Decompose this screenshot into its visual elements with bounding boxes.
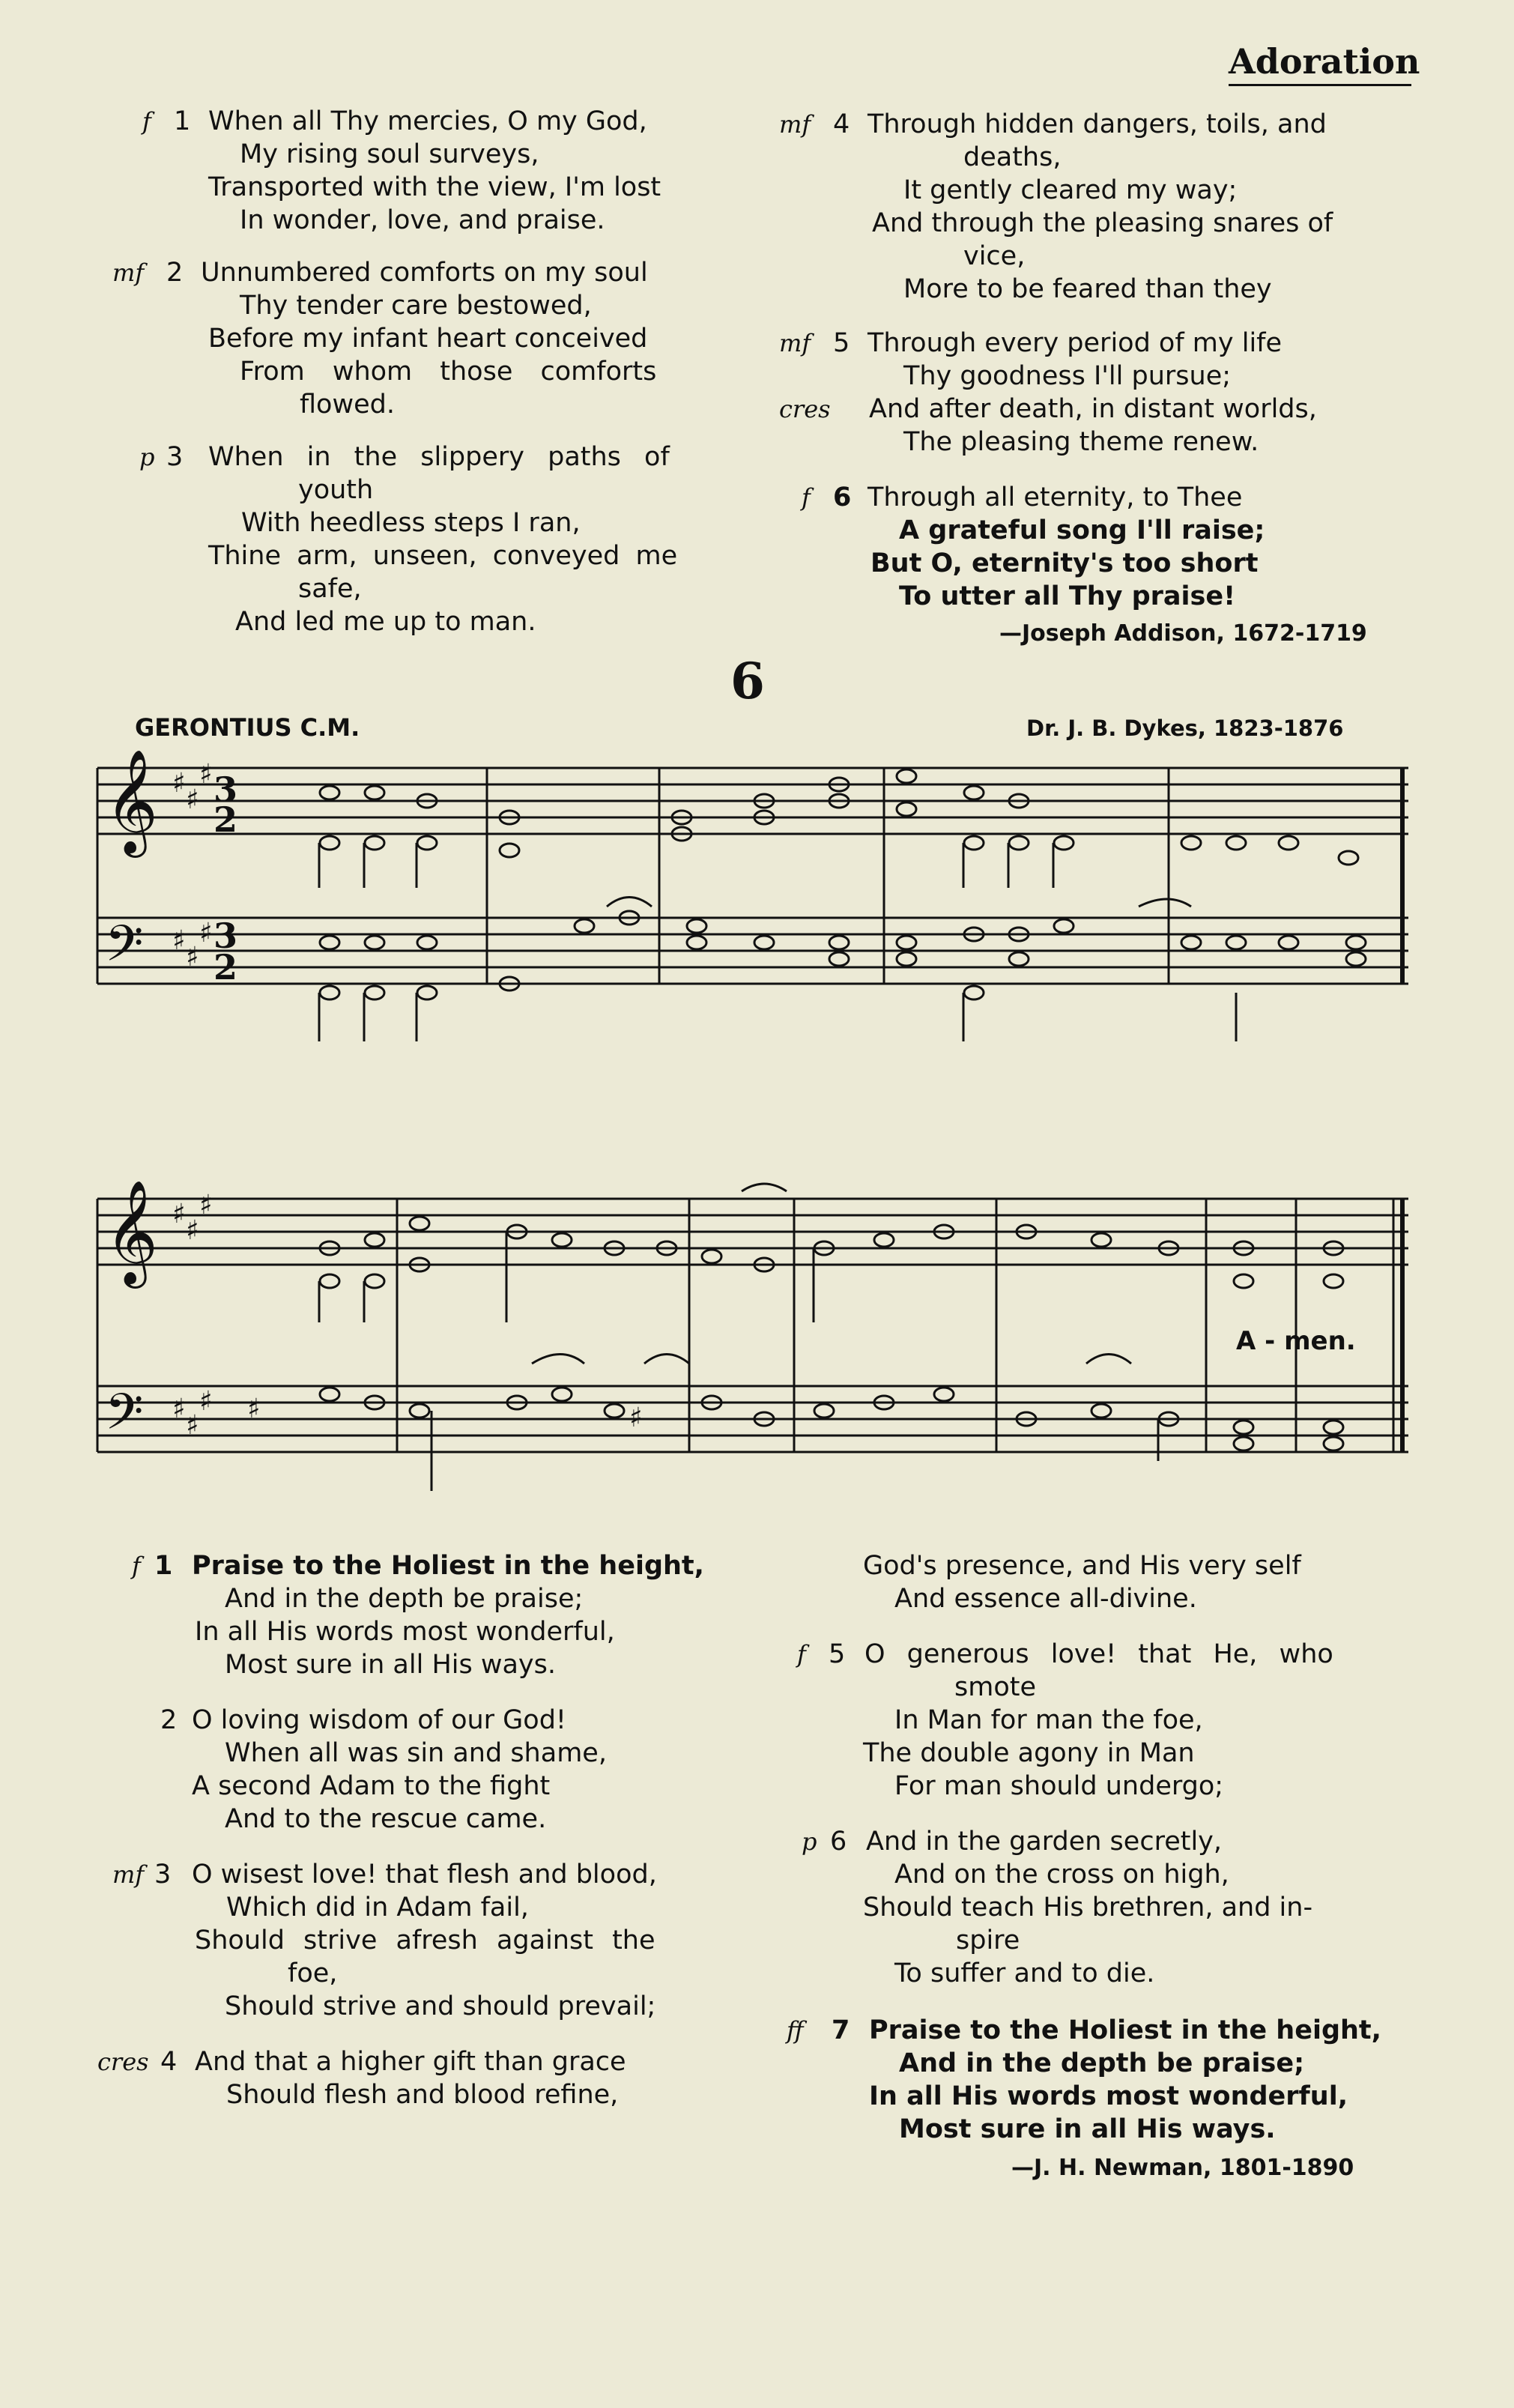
line: And essence all-divine. (894, 1584, 1197, 1614)
stanza-number: 4 (833, 109, 850, 139)
line: With heedless steps I ran, (241, 508, 581, 538)
hymn6-stanza-4 (97, 2045, 772, 2111)
stanza-number: 1 (154, 1551, 173, 1581)
line: A second Adam to the fight (192, 1771, 551, 1801)
hymn6-stanza-6 (802, 1825, 1438, 1990)
line: When all was sin and shame, (225, 1738, 607, 1768)
music-system-1 (90, 745, 1423, 1075)
svg-text:2: 2 (214, 799, 238, 840)
line: Most sure in all His ways. (225, 1650, 556, 1680)
line: Should strive afresh against the (195, 1926, 655, 1955)
line: Praise to the Holiest in the height, (192, 1551, 704, 1581)
line: And to the rescue came. (225, 1804, 547, 1834)
line: Praise to the Holiest in the height, (869, 2015, 1381, 2045)
line: To suffer and to die. (894, 1958, 1155, 1988)
line: Thy goodness I'll pursue; (903, 361, 1232, 391)
hymn5-stanza-3 (139, 441, 761, 638)
line: safe, (298, 574, 362, 604)
line: Should strive and should prevail; (225, 1991, 656, 2021)
dynamic-mark: f (142, 107, 151, 136)
stanza-number: 7 (832, 2015, 850, 2045)
svg-text:♯: ♯ (199, 1386, 213, 1417)
line: flowed. (300, 390, 395, 420)
stanza-number: 2 (160, 1705, 178, 1735)
line: In wonder, love, and praise. (240, 205, 605, 235)
dynamic-mark: p (802, 1827, 817, 1856)
line: And in the garden secretly, (866, 1827, 1223, 1857)
line: spire (956, 1926, 1020, 1955)
svg-text:♯: ♯ (199, 759, 213, 790)
line: Which did in Adam fail, (226, 1893, 529, 1923)
composer: Dr. J. B. Dykes, 1823-1876 (1026, 716, 1344, 741)
line: O generous love! that He, who (865, 1639, 1333, 1669)
line: More to be feared than they (903, 274, 1272, 304)
line: The pleasing theme renew. (903, 427, 1259, 457)
hymn5-stanza-2 (112, 256, 757, 421)
line: And in the depth be praise; (899, 2048, 1305, 2078)
dynamic-mark: ff (787, 2016, 804, 2045)
svg-text:♯: ♯ (186, 1215, 199, 1246)
line: Transported with the view, I'm lost (208, 172, 661, 202)
line: Through every period of my life (867, 328, 1283, 358)
line: Should teach His brethren, and in- (863, 1893, 1313, 1923)
svg-text:𝄢: 𝄢 (105, 915, 144, 984)
line: And that a higher gift than grace (195, 2047, 626, 2077)
svg-text:♯: ♯ (629, 1403, 643, 1433)
dynamic-mark: mf (779, 110, 811, 139)
line: Through hidden dangers, toils, and (867, 109, 1327, 139)
hymn6-stanza-4-continued (863, 1549, 1432, 1615)
line: My rising soul surveys, (240, 139, 539, 169)
line: Thy tender care bestowed, (240, 291, 592, 321)
line: Should flesh and blood refine, (226, 2080, 619, 2110)
line: From whom those comforts (240, 357, 657, 387)
dynamic-mark: f (802, 483, 811, 512)
hymn6-stanza-7 (787, 2014, 1438, 2146)
svg-text:𝄞: 𝄞 (105, 1180, 158, 1284)
stanza-number: 3 (154, 1860, 172, 1890)
stanza-number: 1 (174, 106, 191, 136)
stanza-number: 6 (830, 1827, 847, 1857)
line: deaths, (963, 142, 1062, 172)
dynamic-mark: mf (112, 1860, 145, 1889)
line: For man should undergo; (894, 1771, 1224, 1801)
svg-text:♯: ♯ (186, 1410, 199, 1441)
line: Through all eternity, to Thee (867, 482, 1243, 512)
line: In Man for man the foe, (894, 1705, 1203, 1735)
crescendo-mark: cres (779, 395, 831, 423)
hymn6-stanza-2 (132, 1704, 776, 1836)
line: foe, (288, 1958, 338, 1988)
line: When all Thy mercies, O my God, (208, 106, 647, 136)
hymn-number: 6 (730, 652, 765, 710)
dynamic-mark: cres (97, 2048, 149, 2076)
svg-text:♯: ♯ (199, 918, 213, 949)
svg-text:♯: ♯ (199, 1190, 213, 1220)
line: In all His words most wonderful, (195, 1617, 615, 1647)
hymn5-stanza-6 (802, 481, 1438, 613)
svg-text:♯: ♯ (247, 1394, 261, 1424)
line: Most sure in all His ways. (899, 2114, 1276, 2144)
line: O wisest love! that flesh and blood, (192, 1860, 657, 1890)
stanza-number: 2 (166, 258, 184, 288)
section-header: Adoration (1229, 41, 1420, 82)
svg-text:3: 3 (214, 769, 238, 810)
line: In all His words most wonderful, (869, 2081, 1348, 2111)
dynamic-mark: mf (779, 329, 811, 357)
line: And after death, in distant worlds, (869, 394, 1317, 424)
line: And through the pleasing snares of (872, 208, 1333, 238)
stanza-number: 6 (833, 482, 852, 512)
line: And on the cross on high, (894, 1860, 1229, 1890)
svg-text:♯: ♯ (186, 942, 199, 972)
line: God's presence, and His very self (863, 1551, 1301, 1581)
hymn5-stanza-5 (779, 327, 1438, 459)
hymn6-stanza-1 (132, 1549, 776, 1681)
hymn6-attribution: —J. H. Newman, 1801-1890 (1011, 2155, 1354, 2181)
svg-text:♯: ♯ (172, 1199, 186, 1229)
line: When in the slippery paths of (208, 442, 670, 472)
svg-text:♯: ♯ (172, 925, 186, 956)
svg-text:𝄢: 𝄢 (105, 1383, 144, 1453)
line: O loving wisdom of our God! (192, 1705, 566, 1735)
svg-text:2: 2 (214, 947, 238, 987)
dynamic-mark: p (139, 443, 155, 471)
line: Before my infant heart conceived (208, 324, 648, 354)
line: And led me up to man. (235, 607, 536, 637)
amen-text: A - men. (1236, 1326, 1356, 1356)
dynamic-mark: mf (112, 258, 145, 287)
line: Unnumbered comforts on my soul (201, 258, 648, 288)
music-system-2 (90, 1176, 1423, 1521)
stanza-number: 3 (166, 442, 184, 472)
line: A grateful song I'll raise; (899, 515, 1265, 545)
svg-text:♯: ♯ (186, 784, 199, 815)
stanza-number: 4 (160, 2047, 178, 2077)
dynamic-mark: f (132, 1552, 141, 1580)
line: Thine arm, unseen, conveyed me (208, 541, 678, 571)
header-rule (1229, 84, 1411, 86)
stanza-number: 5 (829, 1639, 846, 1669)
line: The double agony in Man (863, 1738, 1195, 1768)
line: To utter all Thy praise! (899, 581, 1236, 611)
hymn5-stanza-1 (142, 105, 757, 237)
svg-text:𝄞: 𝄞 (105, 749, 158, 853)
svg-text:3: 3 (214, 916, 238, 956)
line: And in the depth be praise; (225, 1584, 584, 1614)
hymn5-attribution: —Joseph Addison, 1672-1719 (999, 620, 1367, 647)
line: It gently cleared my way; (903, 175, 1238, 205)
dynamic-mark: f (797, 1640, 806, 1669)
line: But O, eternity's too short (870, 548, 1259, 578)
hymn6-stanza-5 (797, 1638, 1434, 1803)
stanza-number: 5 (833, 328, 850, 358)
line: vice, (963, 241, 1026, 271)
tune-name: GERONTIUS C.M. (135, 713, 360, 742)
hymn5-stanza-4 (779, 108, 1438, 306)
line: smote (954, 1672, 1036, 1702)
hymn6-stanza-3 (112, 1858, 772, 2023)
line: youth (298, 475, 374, 505)
svg-text:♯: ♯ (172, 1394, 186, 1424)
svg-text:♯: ♯ (172, 768, 186, 799)
